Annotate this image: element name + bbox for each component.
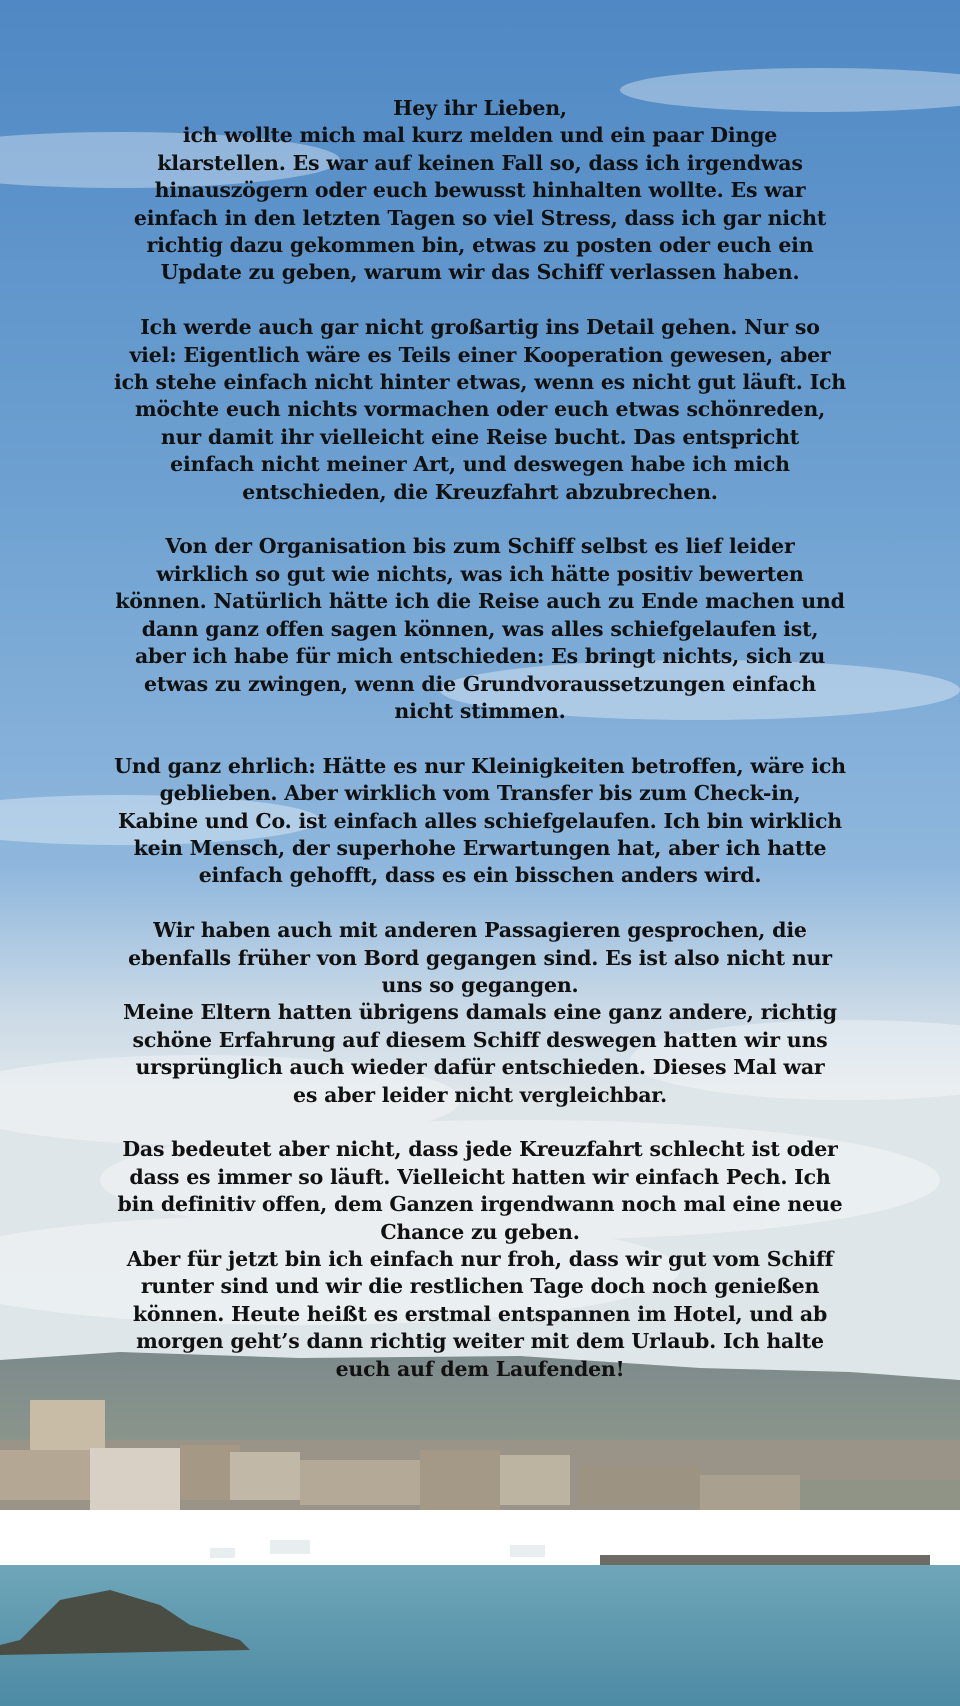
story-text-line: dass es immer so läuft. Vielleicht hatten wir einfach Pech. Ich (129, 1164, 831, 1189)
story-text-line: einfach gehofft, dass es ein bisschen anders wird. (198, 863, 762, 888)
story-text-line: können. Heute heißt es erstmal entspannen im Hotel, und ab (132, 1301, 828, 1326)
story-text-line: viel: Eigentlich wäre es Teils einer Kooperation gewesen, aber (129, 342, 831, 367)
story-text-line: richtig dazu gekommen bin, etwas zu posten oder euch ein (146, 233, 814, 258)
story-text-line: etwas zu zwingen, wenn die Grundvoraussetzungen einfach (144, 671, 816, 696)
story-text-line: ursprünglich auch wieder dafür entschieden. Dieses Mal war (135, 1055, 825, 1080)
story-text-line: nicht stimmen. (394, 698, 566, 723)
story-text-line: Update zu geben, warum wir das Schiff verlassen haben. (160, 260, 800, 285)
story-text-line: ich stehe einfach nicht hinter etwas, wenn es nicht gut läuft. Ich (114, 370, 846, 395)
story-text-line: entschieden, die Kreuzfahrt abzubrechen. (242, 479, 718, 504)
story-text-line: kein Mensch, der superhohe Erwartungen hat, aber ich hatte (133, 835, 827, 860)
story-text-line: Ich werde auch gar nicht großartig ins Detail gehen. Nur so (140, 315, 820, 340)
story-text-line: euch auf dem Laufenden! (335, 1356, 625, 1381)
story-text-line: runter sind und wir die restlichen Tage doch noch genießen (140, 1274, 820, 1299)
story-text-line: aber ich habe für mich entschieden: Es bringt nichts, sich zu (134, 644, 826, 669)
story-paragraph (90, 917, 870, 1109)
story-text-overlay (90, 95, 870, 1383)
story-text-line: nur damit ihr vielleicht eine Reise bucht. Das entspricht (160, 424, 800, 449)
story-text-line: einfach nicht meiner Art, und deswegen habe ich mich (170, 452, 790, 477)
story-text-line: morgen geht’s dann richtig weiter mit dem Urlaub. Ich halte (136, 1329, 824, 1354)
story-text-line: Kabine und Co. ist einfach alles schiefgelaufen. Ich bin wirklich (117, 808, 842, 833)
story-text-line: hinauszögern oder euch bewusst hinhalten wollte. Es war (154, 178, 806, 203)
story-text-line: uns so gegangen. (381, 972, 579, 997)
story-paragraph (90, 95, 870, 287)
story-text-line: ich wollte mich mal kurz melden und ein paar Dinge (182, 123, 778, 148)
story-text-line: Hey ihr Lieben, (393, 96, 567, 120)
story-text-line: wirklich so gut wie nichts, was ich hätte positiv bewerten (156, 561, 804, 586)
story-text-line: es aber leider nicht vergleichbar. (293, 1082, 667, 1107)
story-paragraph (90, 314, 870, 506)
story-text-line: Chance zu geben. (380, 1219, 580, 1244)
story-text-line: klarstellen. Es war auf keinen Fall so, dass ich irgendwas (157, 150, 803, 175)
story-paragraph (90, 753, 870, 890)
story-text-line: Das bedeutet aber nicht, dass jede Kreuzfahrt schlecht ist oder (122, 1137, 838, 1162)
story-text-line: ebenfalls früher von Bord gegangen sind. Es ist also nicht nur (128, 945, 832, 970)
story-text-line: einfach in den letzten Tagen so viel Stress, dass ich gar nicht (133, 205, 827, 230)
story-text-line: bin definitiv offen, dem Ganzen irgendwann noch mal eine neue (117, 1192, 843, 1217)
story-text-line: möchte euch nichts vormachen oder euch etwas schönreden, (134, 397, 826, 422)
story-text-line: können. Natürlich hätte ich die Reise auch zu Ende machen und (115, 589, 845, 614)
story-text-line: Meine Eltern hatten übrigens damals eine ganz andere, richtig (123, 1000, 837, 1025)
story-text-line: geblieben. Aber wirklich vom Transfer bis zum Check-in, (159, 781, 801, 806)
boats (210, 1540, 545, 1558)
story-text-line: Wir haben auch mit anderen Passagieren gesprochen, die (153, 918, 807, 943)
story-text-line: Aber für jetzt bin ich einfach nur froh, dass wir gut vom Schiff (126, 1246, 834, 1271)
story-text-line: dann ganz offen sagen können, was alles schiefgelaufen ist, (141, 616, 819, 641)
story-text-line: schöne Erfahrung auf diesem Schiff deswegen hatten wir uns (132, 1027, 828, 1052)
story-paragraph (90, 1136, 870, 1383)
story-paragraph (90, 533, 870, 725)
story-text-line: Und ganz ehrlich: Hätte es nur Kleinigkeiten betroffen, wäre ich (114, 753, 846, 778)
story-text-line: Von der Organisation bis zum Schiff selbst es lief leider (165, 534, 795, 559)
